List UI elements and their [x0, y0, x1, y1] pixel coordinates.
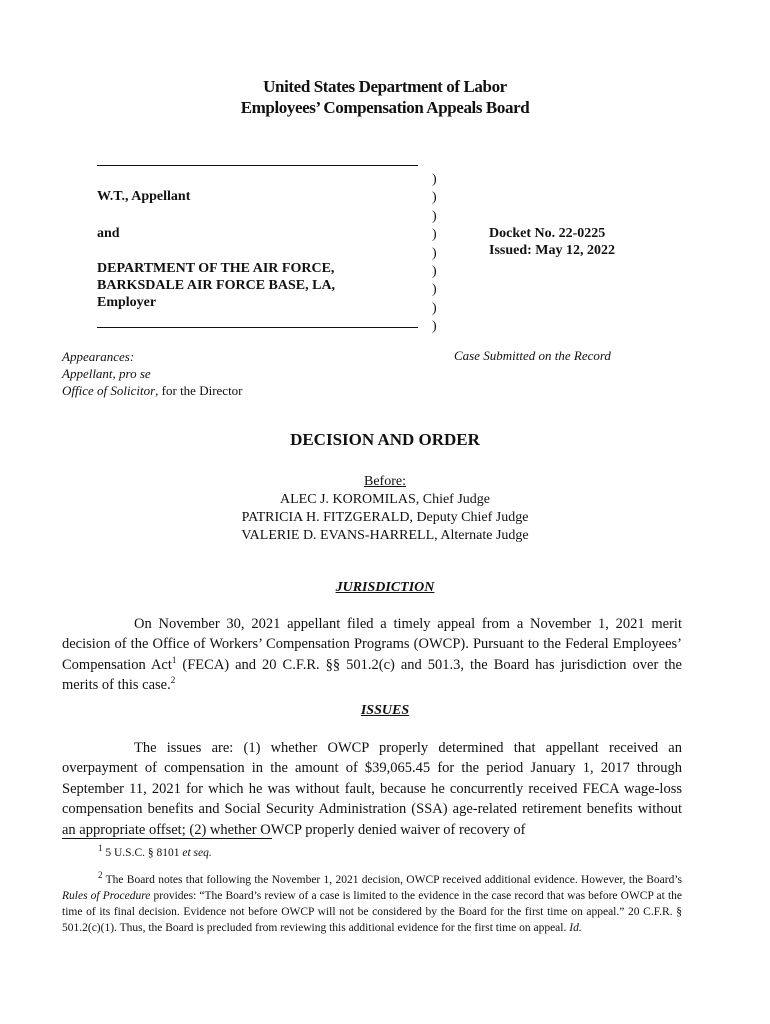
docket-number: Docket No. 22-0225 [489, 226, 606, 241]
issues-heading: ISSUES [360, 703, 410, 718]
judge-alternate: VALERIE D. EVANS-HARRELL, Alternate Judge [241, 528, 529, 543]
employer-block [97, 260, 335, 311]
agency-header [0, 76, 770, 118]
jurisdiction-text-b: (FECA) and 20 C.F.R. §§ 501.2(c) and 501.3, the Board has jurisdiction over the merits of this case. [62, 656, 682, 694]
appellant-pro-se: Appellant, pro se [62, 366, 151, 381]
caption-parentheses: ) ) ) ) ) ) ) ) ) [432, 172, 437, 335]
footnote-2-text-b: provides: “The Board’s review of a case is limited to the evidence in the case record that was before OWCP at the time of its final decision. Evidence not before OWCP will not be considered by the Board for the first time on appeal.” 20 C.F.R. § 501.2(c)(1). Thus, the Board is precluded from reviewing this additional evidence for the first time on appeal. [62, 890, 683, 934]
judges-panel [0, 473, 770, 545]
case-submitted: Case Submitted on the Record [454, 348, 611, 363]
footnote-1-text: 5 U.S.C. § 8101 [102, 847, 183, 859]
footnote-1-italic: et seq. [182, 847, 212, 859]
footnote-ref-2: 2 [170, 675, 176, 686]
solicitor-office: Office of Solicitor [62, 383, 156, 398]
caption-rule-bottom [97, 327, 418, 328]
footnote-2-id: Id. [569, 922, 582, 934]
solicitor-line [62, 382, 243, 399]
header-board: Employees’ Compensation Appeals Board [240, 98, 530, 117]
footnote-1-number: 1 [98, 843, 103, 854]
docket-block [489, 225, 615, 259]
appearances [62, 348, 243, 399]
footnote-2-italic: Rules of Procedure [62, 890, 151, 902]
solicitor-role: , for the Director [155, 383, 243, 398]
judge-chief: ALEC J. KOROMILAS, Chief Judge [280, 492, 490, 507]
jurisdiction-text-a: On November 30, 2021 appellant filed a timely appeal from a November 1, 2021 merit decision of the Office of Workers’ Compensation Programs (OWCP). Pursuant to the Federal Employees’ Compensation Act [62, 616, 682, 673]
decision-title: DECISION AND ORDER [290, 430, 480, 449]
employer-line-1: DEPARTMENT OF THE AIR FORCE, [97, 261, 335, 276]
issued-date: Issued: May 12, 2022 [489, 243, 616, 258]
judge-deputy: PATRICIA H. FITZGERALD, Deputy Chief Judge [241, 510, 529, 525]
footnote-2-number: 2 [98, 870, 103, 881]
jurisdiction-heading: JURISDICTION [335, 580, 435, 595]
issues-paragraph: The issues are: (1) whether OWCP properly determined that appellant received an overpayment of compensation in the amount of $39,065.45 for the period January 1, 2017 through September 11, 2021 for which he was without fault, because he concurrently received FECA wage-loss compensation benefits and Social Security Administration (SSA) age-related retirement benefits without an appropriate offset; (2) whether OWCP properly denied waiver of recovery of [62, 740, 682, 838]
footnote-1 [62, 845, 682, 861]
appearances-label: Appearances: [62, 349, 135, 364]
header-department: United States Department of Labor [263, 77, 507, 96]
appellant-name: W.T., Appellant [97, 189, 191, 204]
footnote-2-text-a: The Board notes that following the November 1, 2021 decision, OWCP received additional evidence. However, the Board’s [102, 874, 682, 886]
jurisdiction-paragraph [62, 614, 682, 696]
footnote-2 [62, 872, 682, 936]
footnote-ref-1: 1 [171, 654, 177, 665]
employer-line-2: BARKSDALE AIR FORCE BASE, LA, [97, 278, 336, 293]
footnote-separator [62, 838, 272, 839]
employer-line-3: Employer [97, 295, 157, 310]
before-label: Before: [364, 474, 406, 489]
caption-and: and [97, 226, 120, 241]
caption-rule-top [97, 165, 418, 166]
